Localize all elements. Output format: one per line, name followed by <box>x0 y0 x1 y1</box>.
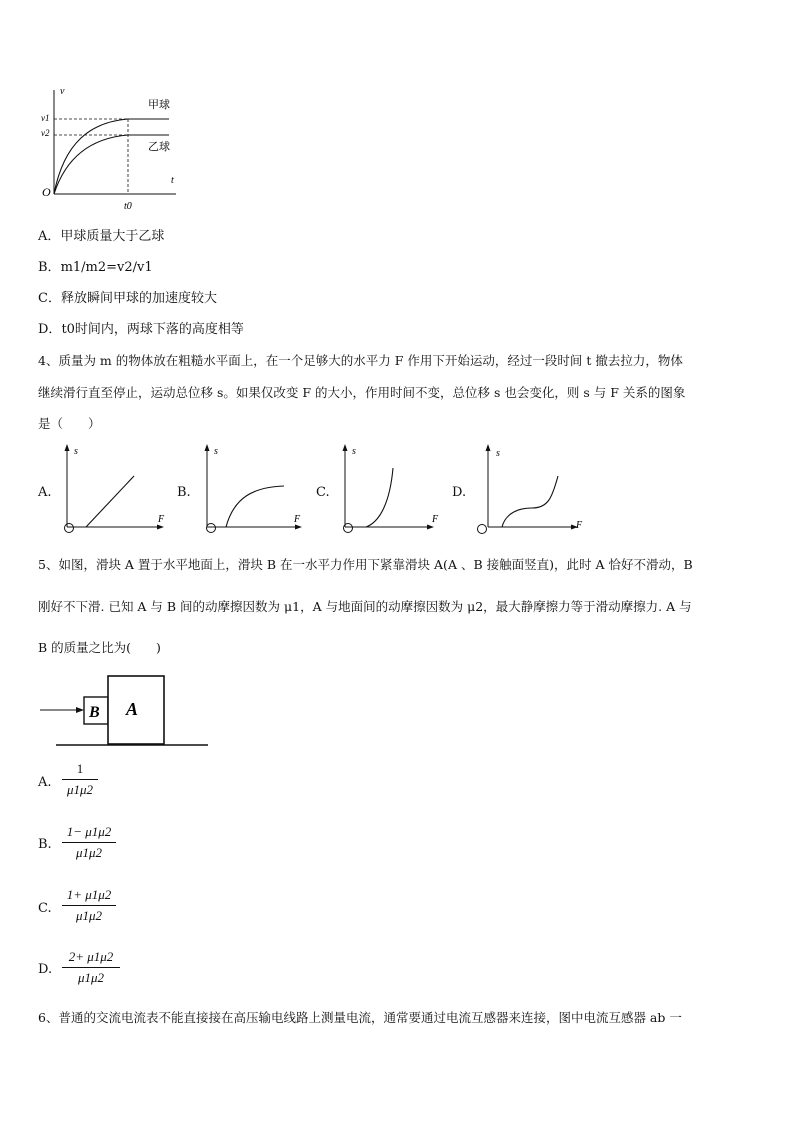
svg-text:s: s <box>74 446 78 457</box>
q3-option-b: B．m1/m2=v2/v1 <box>38 260 153 275</box>
q4-line-3: 是（ ） <box>38 416 101 431</box>
q4-graph-c <box>336 442 448 538</box>
q5-option-a-letter: A. <box>38 775 52 790</box>
t0-label: t0 <box>124 201 132 212</box>
svg-text:F: F <box>432 514 439 525</box>
v2-label: v2 <box>41 128 50 138</box>
q5-option-d-fraction: $\frac{2+ \mu 1\mu 2}{\mu 1\mu 2}$ <box>62 949 120 986</box>
q5-option-b-letter: B. <box>38 837 52 852</box>
q3-option-d: D．t0时间内，两球下落的高度相等 <box>38 322 244 337</box>
label-jia: 甲球 <box>148 98 170 111</box>
q6-line-1: 6、普通的交流电流表不能直接接在高压输电线路上测量电流，通常要通过电流互感器来连接，图中电流互感器 ab 一 <box>38 1010 682 1025</box>
q5-option-c-fraction: $\frac{1+ \mu 1\mu 2}{\mu 1\mu 2}$ <box>62 887 116 924</box>
q5-line-3: B 的质量之比为( ) <box>38 640 161 655</box>
q4-graph-d <box>472 442 590 538</box>
svg-text:s: s <box>214 446 218 457</box>
curve-jia <box>54 119 169 194</box>
q5-option-b-fraction: $\frac{1- \mu 1\mu 2}{\mu 1\mu 2}$ <box>62 824 116 861</box>
q4-graph-b-letter: B. <box>177 485 191 500</box>
svg-text:F: F <box>576 520 583 531</box>
q5-line-1: 5、如图，滑块 A 置于水平地面上，滑块 B 在一水平力作用下紧靠滑块 A(A 、B 接触面竖直)，此时 A 恰好不滑动，B <box>38 557 693 572</box>
q5-option-c-letter: C. <box>38 901 52 916</box>
q4-graph-b <box>198 442 310 538</box>
v1-label: v1 <box>41 113 50 123</box>
svg-text:F: F <box>294 514 301 525</box>
q5-option-a-fraction: $\frac{1}{\mu 1\mu 2}$ <box>62 761 98 798</box>
q3-option-c: C．释放瞬间甲球的加速度较大 <box>38 291 217 306</box>
q3-option-a: A．甲球质量大于乙球 <box>38 229 165 244</box>
svg-text:F: F <box>158 514 165 525</box>
velocity-time-graph <box>36 82 186 214</box>
svg-text:s: s <box>496 448 500 459</box>
q4-line-1: 4、质量为 m 的物体放在粗糙水平面上，在一个足够大的水平力 F 作用下开始运动，经过一段时间 t 撤去拉力，物体 <box>38 353 683 368</box>
block-a-label: A <box>126 699 139 719</box>
origin-label: O <box>42 185 51 199</box>
axis-t-label: t <box>171 175 174 186</box>
q4-line-2: 继续滑行直至停止，运动总位移 s。如果仅改变 F 的大小，作用时间不变，总位移 s 也会变化，则 s 与 F 关系的图象 <box>38 385 686 400</box>
axis-v-label: v <box>60 86 65 97</box>
blocks-diagram <box>36 670 212 750</box>
q5-line-2: 刚好不下滑. 已知 A 与 B 间的动摩擦因数为 μ1，A 与地面间的动摩擦因数为 μ2，最大静摩擦力等于滑动摩擦力. A 与 <box>38 599 692 614</box>
q5-option-d-letter: D. <box>38 962 53 977</box>
svg-text:s: s <box>352 446 356 457</box>
q4-graph-a-letter: A. <box>38 485 52 500</box>
q4-graph-a <box>58 442 170 538</box>
label-yi: 乙球 <box>148 140 170 153</box>
q4-graph-c-letter: C. <box>316 485 330 500</box>
block-b-label: B <box>89 704 100 721</box>
q4-graph-d-letter: D. <box>452 485 467 500</box>
